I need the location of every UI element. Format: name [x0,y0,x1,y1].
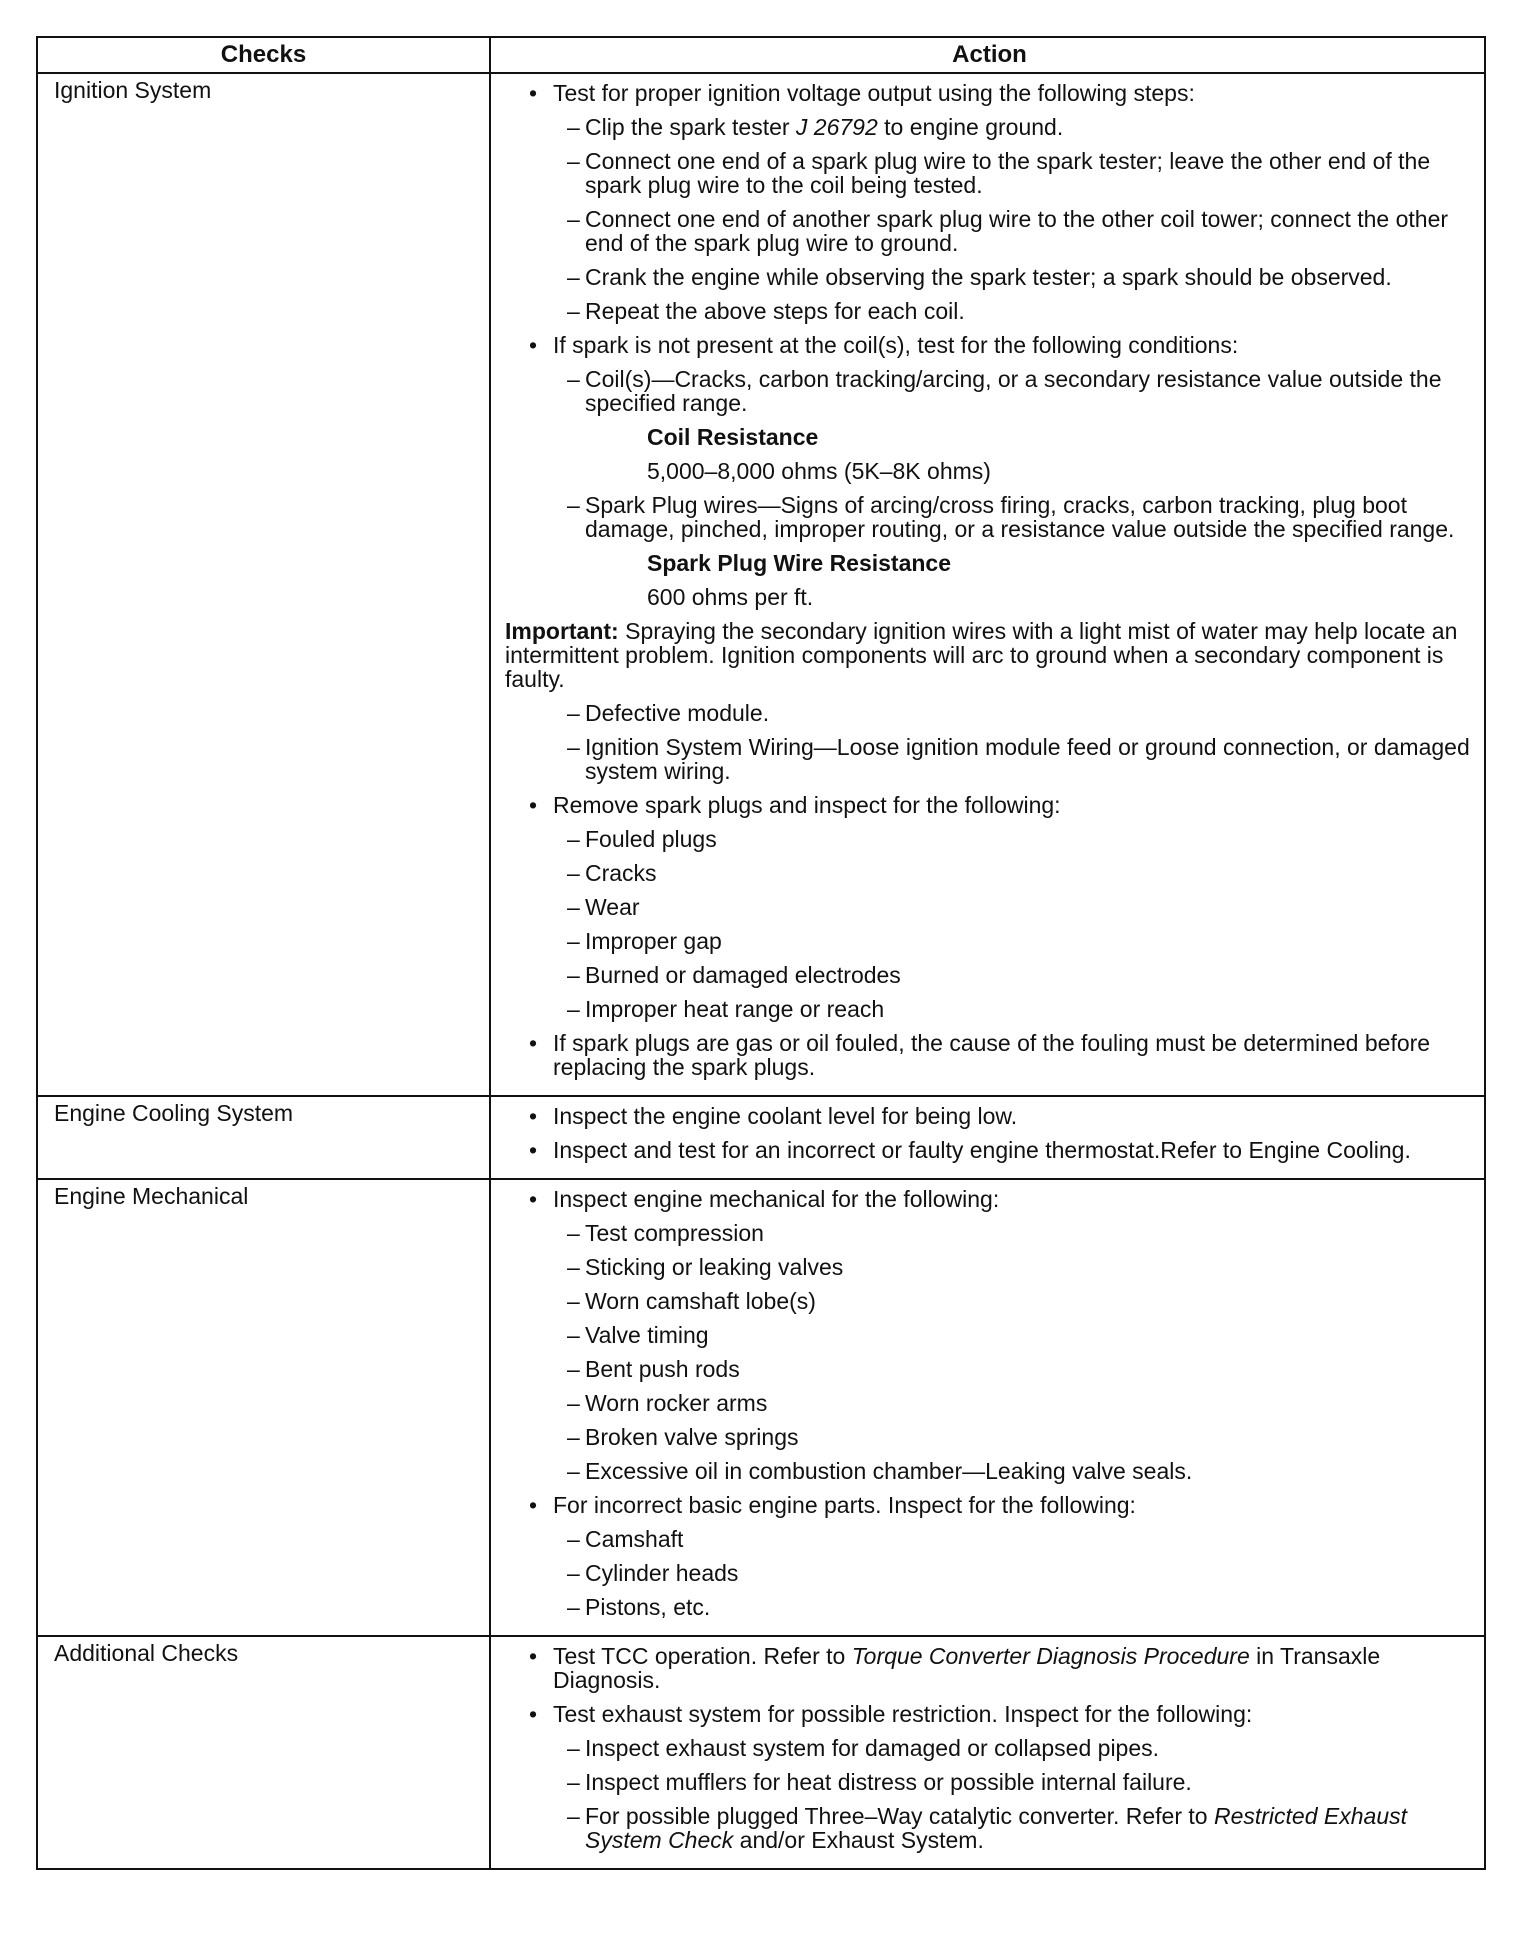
list-item: – Inspect mufflers for heat distress or possible internal failure. [505,1770,1474,1794]
list-item: – Spark Plug wires—Signs of arcing/cross firing, cracks, carbon tracking, plug boot damage, pinched, improper routing, or a resistance value outside the specified range. [505,493,1474,541]
list-item: • For incorrect basic engine parts. Inspect for the following: [505,1493,1474,1517]
action-cell [491,1097,1484,1178]
table-header [38,38,1484,72]
important-label: Important: [505,618,619,644]
checks-header: Checks [38,38,491,72]
check-label: Engine Mechanical [38,1180,491,1635]
list-item: – Sticking or leaking valves [505,1255,1474,1279]
list-item: – Valve timing [505,1323,1474,1347]
list-item: – Inspect exhaust system for damaged or collapsed pipes. [505,1736,1474,1760]
list-item: – Connect one end of a spark plug wire to the spark tester; leave the other end of the spark plug wire to the coil being tested. [505,149,1474,197]
wire-resistance-value: 600 ohms per ft. [647,584,814,610]
list-item: • If spark plugs are gas or oil fouled, the cause of the fouling must be determined before replacing the spark plugs. [505,1031,1474,1079]
action-cell [491,74,1484,1095]
list-item: – Test compression [505,1221,1474,1245]
list-item: – Worn camshaft lobe(s) [505,1289,1474,1313]
coil-resistance-label: Coil Resistance [647,424,819,450]
reference-link: Restricted Exhaust System Check [585,1803,1408,1853]
list-item: – Ignition System Wiring—Loose ignition module feed or ground connection, or damaged system wiring. [505,735,1474,783]
list-item [505,1804,1474,1852]
text-span: Clip the spark tester [585,114,796,140]
tool-number: J 26792 [795,114,878,140]
list-item: • If spark is not present at the coil(s), test for the following conditions: [505,333,1474,357]
list-item: – Coil(s)—Cracks, carbon tracking/arcing, or a secondary resistance value outside the specified range. [505,367,1474,415]
list-item: – Connect one end of another spark plug wire to the other coil tower; connect the other end of the spark plug wire to ground. [505,207,1474,255]
action-cell [491,1180,1484,1635]
list-item: – Improper heat range or reach [505,997,1474,1021]
list-item [505,1644,1474,1692]
table-row-mechanical [38,1178,1484,1635]
text-span: Test TCC operation. Refer to [553,1643,852,1669]
list-item: – Cylinder heads [505,1561,1474,1585]
action-cell [491,1637,1484,1868]
text-span: to engine ground. [877,114,1064,140]
diagnostic-table [36,36,1486,1870]
list-item: • Inspect and test for an incorrect or faulty engine thermostat.Refer to Engine Cooling. [505,1138,1474,1162]
action-header: Action [952,41,1027,68]
list-item: – Burned or damaged electrodes [505,963,1474,987]
list-item: – Excessive oil in combustion chamber—Leaking valve seals. [505,1459,1474,1483]
text-span: in Transaxle Diagnosis. [553,1643,1381,1693]
check-label: Engine Cooling System [38,1097,491,1178]
important-note [505,619,1474,691]
list-item: – Repeat the above steps for each coil. [505,299,1474,323]
wire-resistance-label: Spark Plug Wire Resistance [647,550,952,576]
list-item: – Wear [505,895,1474,919]
list-item: – Crank the engine while observing the spark tester; a spark should be observed. [505,265,1474,289]
text-span: and/or Exhaust System. [733,1827,984,1853]
list-item: • Remove spark plugs and inspect for the following: [505,793,1474,817]
list-item: • Test for proper ignition voltage output using the following steps: [505,81,1474,105]
coil-resistance-value: 5,000–8,000 ohms (5K–8K ohms) [647,458,991,484]
list-item: – Fouled plugs [505,827,1474,851]
check-label: Additional Checks [38,1637,491,1868]
table-row-additional [38,1635,1484,1868]
check-label: Ignition System [38,74,491,1095]
list-item: – Defective module. [505,701,1474,725]
reference-link: Torque Converter Diagnosis Procedure [851,1643,1250,1669]
list-item [505,115,1474,139]
list-item: – Bent push rods [505,1357,1474,1381]
list-item: • Inspect engine mechanical for the following: [505,1187,1474,1211]
text-span: For possible plugged Three–Way catalytic converter. Refer to [585,1803,1214,1829]
table-row-ignition [38,72,1484,1095]
list-item: – Cracks [505,861,1474,885]
list-item: – Camshaft [505,1527,1474,1551]
list-item: – Improper gap [505,929,1474,953]
table-row-cooling [38,1095,1484,1178]
list-item: • Test exhaust system for possible restriction. Inspect for the following: [505,1702,1474,1726]
list-item: – Pistons, etc. [505,1595,1474,1619]
important-text: Spraying the secondary ignition wires with a light mist of water may help locate an intermittent problem. Ignition components will arc to ground when a secondary component is faulty. [505,618,1458,692]
list-item: – Worn rocker arms [505,1391,1474,1415]
list-item: – Broken valve springs [505,1425,1474,1449]
list-item: • Inspect the engine coolant level for being low. [505,1104,1474,1128]
